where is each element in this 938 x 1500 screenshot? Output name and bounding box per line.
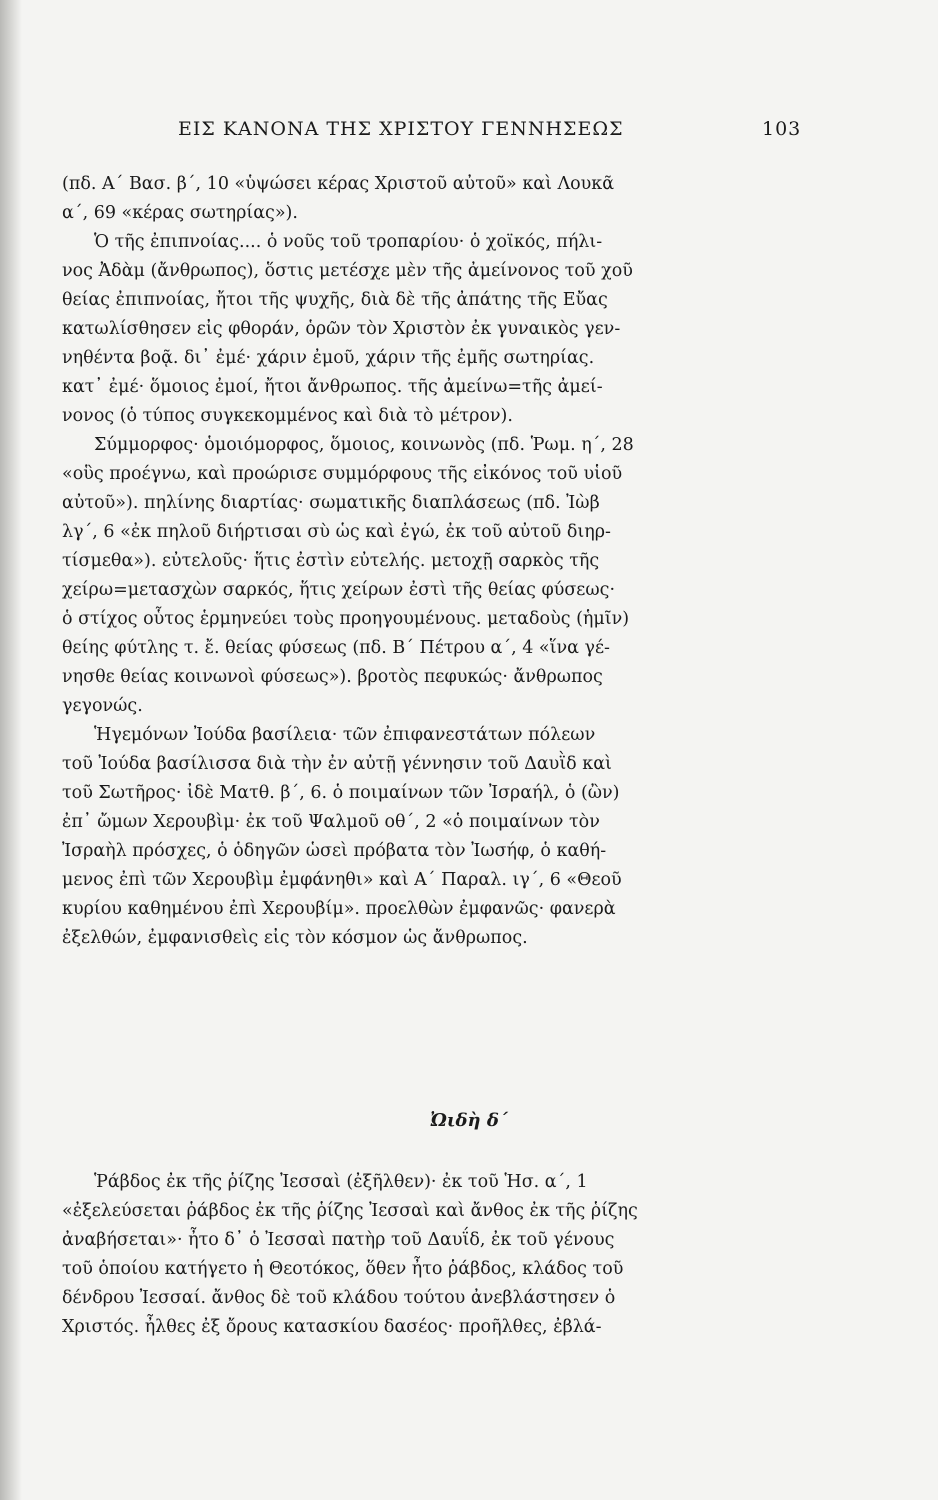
- binding-shadow: [0, 0, 22, 1500]
- text-line: δένδρου Ἰεσσαί. ἄνθος δὲ τοῦ κλάδου τούτου ἀνεβλάστησεν ὁ: [62, 1288, 616, 1308]
- text-line: Ἰσραὴλ πρόσχες, ὁ ὁδηγῶν ὡσεὶ πρόβατα τὸν Ἰωσήφ, ὁ καθή-: [62, 841, 607, 861]
- text-line: λγ΄, 6 «ἐκ πηλοῦ διήρτισαι σὺ ὡς καὶ ἐγώ, ἐκ τοῦ αὐτοῦ διηρ-: [62, 522, 611, 542]
- page-header: [0, 118, 938, 148]
- ode-heading: Ὠιδὴ δ΄: [430, 1110, 508, 1131]
- text-line: Σύμμορφος· ὁμοιόμορφος, ὅμοιος, κοινωνὸς (πδ. Ῥωμ. η΄, 28: [94, 435, 634, 455]
- text-line: τίσμεθα»). εὐτελοῦς· ἥτις ἐστὶν εὐτελής. μετοχῇ σαρκὸς τῆς: [62, 551, 600, 571]
- text-line: νηθέντα βοᾷ. δι᾽ ἐμέ· χάριν ἐμοῦ, χάριν τῆς ἐμῆς σωτηρίας.: [62, 348, 595, 368]
- running-title: ΕΙΣ ΚΑΝΟΝΑ ΤΗΣ ΧΡΙΣΤΟΥ ΓΕΝΝΗΣΕΩΣ: [178, 118, 624, 140]
- text-line: Χριστός. ἦλθες ἐξ ὄρους κατασκίου δασέος· προῆλθες, ἐβλά-: [62, 1317, 602, 1337]
- text-line: Ὁ τῆς ἐπιπνοίας.... ὁ νοῦς τοῦ τροπαρίου· ὁ χοϊκός, πήλι-: [94, 232, 603, 252]
- text-line: τοῦ ὁποίου κατήγετο ἡ Θεοτόκος, ὅθεν ἦτο ῥάβδος, κλάδος τοῦ: [62, 1259, 624, 1279]
- text-line: αὐτοῦ»). πηλίνης διαρτίας· σωματικῆς διαπλάσεως (πδ. Ἰὼβ: [62, 493, 600, 513]
- text-line: Ἡγεμόνων Ἰούδα βασίλεια· τῶν ἐπιφανεστάτων πόλεων: [94, 725, 596, 745]
- text-line: «οὓς προέγνω, καὶ προώρισε συμμόρφους τῆς εἰκόνος τοῦ υἱοῦ: [62, 464, 623, 484]
- commentary-block-2: [62, 1168, 782, 1342]
- page-number: 103: [762, 118, 802, 140]
- text-line: κυρίου καθημένου ἐπὶ Χερουβίμ». προελθὼν ἐμφανῶς· φανερὰ: [62, 899, 616, 919]
- text-line: τοῦ Σωτῆρος· ἰδὲ Ματθ. β΄, 6. ὁ ποιμαίνων τῶν Ἰσραήλ, ὁ (ὢν): [62, 783, 620, 803]
- text-line: κατ᾽ ἐμέ· ὅμοιος ἐμοί, ἤτοι ἄνθρωπος. τῆς ἀμείνω=τῆς ἀμεί-: [62, 377, 603, 397]
- text-line: ὁ στίχος οὗτος ἑρμηνεύει τοὺς προηγουμένους. μεταδοὺς (ἡμῖν): [62, 609, 630, 629]
- commentary-block-1: [62, 170, 782, 953]
- text-line: γεγονώς.: [62, 696, 143, 716]
- text-line: «ἐξελεύσεται ῥάβδος ἐκ τῆς ῥίζης Ἰεσσαὶ καὶ ἄνθος ἐκ τῆς ῥίζης: [62, 1201, 638, 1221]
- text-line: κατωλίσθησεν εἰς φθοράν, ὁρῶν τὸν Χριστὸν ἐκ γυναικὸς γεν-: [62, 319, 621, 339]
- text-line: νησθε θείας κοινωνοὶ φύσεως»). βροτὸς πεφυκώς· ἄνθρωπος: [62, 667, 603, 687]
- text-line: νος Ἀδὰμ (ἄνθρωπος), ὅστις μετέσχε μὲν τῆς ἀμείνονος τοῦ χοῦ: [62, 261, 633, 281]
- text-line: Ῥάβδος ἐκ τῆς ῥίζης Ἰεσσαὶ (ἐξῆλθεν)· ἐκ τοῦ Ἡσ. α΄, 1: [94, 1172, 588, 1192]
- text-line: χείρω=μετασχὼν σαρκός, ἥτις χείρων ἐστὶ τῆς θείας φύσεως·: [62, 580, 616, 600]
- text-line: νονος (ὁ τύπος συγκεκομμένος καὶ διὰ τὸ μέτρον).: [62, 406, 513, 426]
- text-line: μενος ἐπὶ τῶν Χερουβὶμ ἐμφάνηθι» καὶ Α΄ Παραλ. ιγ΄, 6 «Θεοῦ: [62, 870, 622, 890]
- text-line: ἐπ᾽ ὤμων Χερουβὶμ· ἐκ τοῦ Ψαλμοῦ οθ΄, 2 «ὁ ποιμαίνων τὸν: [62, 812, 600, 832]
- text-line: (πδ. Α΄ Βασ. β΄, 10 «ὑψώσει κέρας Χριστοῦ αὐτοῦ» καὶ Λουκᾶ: [62, 174, 615, 194]
- text-line: ἐξελθών, ἐμφανισθεὶς εἰς τὸν κόσμον ὡς ἄνθρωπος.: [62, 928, 528, 948]
- text-line: θείης φύτλης τ. ἔ. θείας φύσεως (πδ. Β΄ Πέτρου α΄, 4 «ἵνα γέ-: [62, 638, 610, 658]
- text-line: θείας ἐπιπνοίας, ἤτοι τῆς ψυχῆς, διὰ δὲ τῆς ἀπάτης τῆς Εὔας: [62, 290, 608, 310]
- text-line: ἀναβήσεται»· ἦτο δ᾽ ὁ Ἰεσσαὶ πατὴρ τοῦ Δαυΐδ, ἐκ τοῦ γένους: [62, 1230, 615, 1250]
- text-line: τοῦ Ἰούδα βασίλισσα διὰ τὴν ἐν αὐτῇ γέννησιν τοῦ Δαυῒδ καὶ: [62, 754, 612, 774]
- text-line: α΄, 69 «κέρας σωτηρίας»).: [62, 203, 298, 223]
